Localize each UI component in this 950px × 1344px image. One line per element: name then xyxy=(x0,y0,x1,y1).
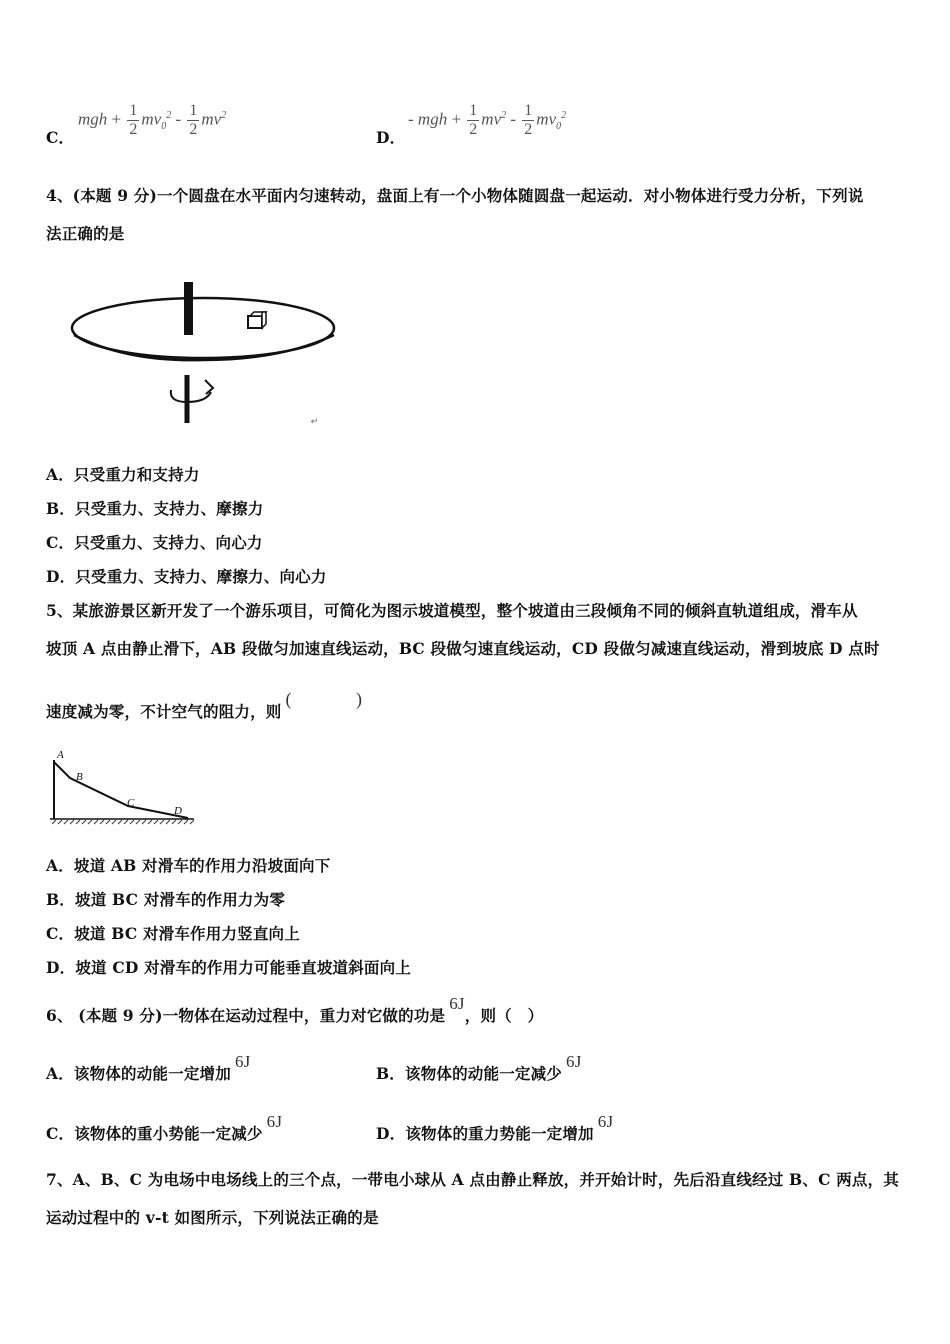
q5-stem-line1: 5、某旅游景区新开发了一个游乐项目，可简化为图示坡道模型，整个坡道由三段倾角不同的倾斜直轨道组成，滑车从 xyxy=(46,601,858,620)
q6-work-value: 6J xyxy=(449,994,465,1013)
q6-option-d: D．该物体的重力势能一定增加6J xyxy=(376,1112,614,1143)
q6-option-a: A．该物体的动能一定增加6J xyxy=(46,1052,251,1083)
q5-option-c: C．坡道 BC 对滑车作用力竖直向上 xyxy=(46,924,300,943)
answer-paren: ( ) xyxy=(285,689,393,709)
q3-option-c xyxy=(46,128,74,148)
q4-option-a: A．只受重力和支持力 xyxy=(46,465,200,484)
q7-stem-line1: 7、A、B、C 为电场中电场线上的三个点，一带电小球从 A 点由静止释放，并开始计时，先后沿直线经过 B、C 两点，其 xyxy=(46,1170,899,1189)
point-c-label: C xyxy=(127,797,135,809)
fraction: $\frac{1}{2}$ xyxy=(189,102,198,138)
q4-option-d: D．只受重力、支持力、摩擦力、向心力 xyxy=(46,567,327,586)
q4-stem-line2: 法正确的是 xyxy=(46,224,125,243)
q5-stem-line2: 坡顶 A 点由静止滑下，AB 段做匀加速直线运动，BC 段做匀速直线运动，CD 段做匀减速直线运动，滑到坡底 D 点时 xyxy=(46,639,880,658)
point-b-label: B xyxy=(76,771,83,783)
q3-option-c-formula: mgh + $\frac{1}{2}$ $mv_0^2$ - $\frac{1}{2}$ $mv^2$ xyxy=(78,102,227,138)
q5-option-a: A．坡道 AB 对滑车的作用力沿坡面向下 xyxy=(46,856,331,875)
fraction: $\frac{1}{2}$ xyxy=(129,102,138,138)
q3-option-d-label: D． xyxy=(376,128,406,147)
q7-stem-line2: 运动过程中的 v-t 如图所示，下列说法正确的是 xyxy=(46,1208,379,1227)
point-d-label: D xyxy=(174,805,182,817)
fraction: $\frac{1}{2}$ xyxy=(469,102,478,138)
q3-option-d xyxy=(376,128,405,148)
q6-option-c: C．该物体的重小势能一定减少6J xyxy=(46,1112,283,1143)
q3-option-c-label: C． xyxy=(46,128,75,147)
q4-option-b: B．只受重力、支持力、摩擦力 xyxy=(46,499,264,518)
fraction: $\frac{1}{2}$ xyxy=(524,102,533,138)
q5-stem-line3: 速度减为零，不计空气的阻力，则( ) xyxy=(46,689,393,721)
q4-stem-line1: 4、(本题 9 分)一个圆盘在水平面内匀速转动，盘面上有一个小物体随圆盘一起运动．对小物体进行受力分析，下列说 xyxy=(46,186,864,205)
q6-stem: 6、 (本题 9 分)一物体在运动过程中，重力对它做的功是6J，则（ ） xyxy=(46,994,544,1025)
q6-option-b: B．该物体的动能一定减少6J xyxy=(376,1052,582,1083)
point-a-label: A xyxy=(57,749,64,761)
rotating-disk-figure xyxy=(66,280,336,430)
q3-option-d-formula: - mgh + $\frac{1}{2}$ $mv^2$ - $\frac{1}{2}$ $mv_0^2$ xyxy=(408,102,567,138)
q5-option-d: D．坡道 CD 对滑车的作用力可能垂直坡道斜面向上 xyxy=(46,958,412,977)
svg-text:↵: ↵ xyxy=(310,416,318,426)
q5-option-b: B．坡道 BC 对滑车的作用力为零 xyxy=(46,890,286,909)
q4-option-c: C．只受重力、支持力、向心力 xyxy=(46,533,263,552)
slope-track-figure xyxy=(48,746,198,828)
